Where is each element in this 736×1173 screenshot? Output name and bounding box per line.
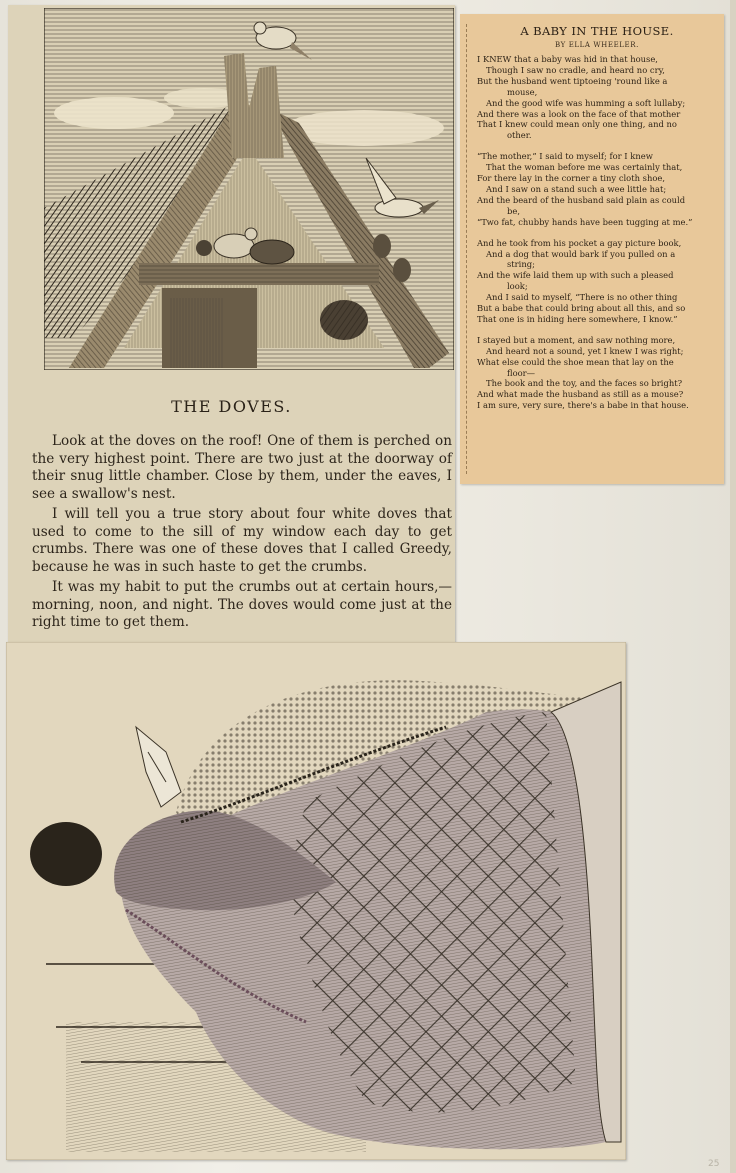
poem-line: And what made the husband as still as a mouse?	[477, 389, 684, 400]
poem-line: That I knew could mean only one thing, and no	[477, 119, 677, 130]
poem-line: What else could the shoe mean that lay on the	[477, 356, 674, 367]
poem-line: And I said to myself, “There is no other thing	[486, 292, 678, 303]
poem-line: I am sure, very sure, there's a babe in that house.	[477, 400, 689, 411]
poem-stanza	[477, 238, 713, 325]
poem-line: And heard not a sound, yet I knew I was right;	[486, 345, 684, 356]
poem-line: That one is in hiding here somewhere, I know.”	[477, 313, 678, 324]
poem-line: “Two fat, chubby hands have been tugging at me.”	[477, 216, 693, 227]
poem-line: And the good wife was humming a soft lullaby;	[486, 97, 686, 108]
poem-line: I stayed but a moment, and saw nothing more,	[477, 334, 676, 345]
poem-line: The book and the toy, and the faces so bright?	[486, 378, 683, 389]
poem-line: look;	[507, 281, 528, 292]
doves-paragraph: Look at the doves on the roof! One of them is perched on the very highest point. There are two just at the doorway of their snug little chamber. Close by them, under the eaves, I see a swallow's nest.	[32, 433, 452, 502]
poem-line: “The mother,” I said to myself; for I knew	[477, 151, 653, 162]
poem-stanza	[477, 335, 713, 411]
page-edge	[730, 0, 736, 1173]
clipping-dashed-border	[466, 24, 471, 474]
poem-line: But a babe that could bring about all this, and so	[477, 303, 686, 314]
poem-stanza	[477, 151, 713, 227]
doves-paragraph: I will tell you a true story about four white doves that used to come to the sill of my window each day to get crumbs. There was one of these doves that I called Greedy, because he was in such haste to get the crumbs.	[32, 506, 452, 575]
fashion-clipping	[6, 642, 626, 1160]
doves-clipping	[8, 5, 455, 643]
doves-paragraph: It was my habit to put the crumbs out at certain hours,—morning, noon, and night. The doves would come just at the right time to get them.	[32, 579, 452, 630]
poem-line: And the beard of the husband said plain as could	[477, 194, 686, 205]
page-number: 25	[708, 1159, 720, 1169]
poem-byline: BY ELLA WHEELER.	[555, 41, 639, 49]
poem-line: That the woman before me was certainly that,	[486, 162, 683, 173]
poem-line: And I saw on a stand such a wee little hat;	[486, 183, 667, 194]
doves-article-body	[32, 433, 452, 635]
poem-line: But the husband went tiptoeing 'round like a	[477, 75, 668, 86]
baby-in-the-house-clipping	[460, 14, 724, 484]
doves-title: THE DOVES.	[171, 397, 292, 416]
poem-line: I KNEW that a baby was hid in that house,	[477, 54, 658, 64]
poem-title: A BABY IN THE HOUSE.	[520, 24, 674, 38]
poem-line: string;	[507, 259, 535, 270]
poem-body	[477, 54, 713, 421]
poem-line: mouse,	[507, 86, 538, 97]
poem-line: other.	[507, 130, 532, 141]
poem-line: And a dog that would bark if you pulled on a	[486, 248, 676, 259]
poem-line: floor—	[507, 367, 536, 378]
poem-line: be,	[507, 205, 520, 216]
poem-stanza	[477, 54, 713, 141]
poem-line: And there was a look on the face of that mother	[477, 108, 681, 119]
poem-line: And he took from his pocket a gay picture book,	[477, 237, 682, 248]
poem-line: For there lay in the corner a tiny cloth shoe,	[477, 173, 665, 184]
poem-line: And the wife laid them up with such a pleased	[477, 270, 674, 281]
doves-on-roof-engraving-icon	[44, 8, 454, 370]
poem-line: Though I saw no cradle, and heard no cry,	[486, 64, 665, 75]
